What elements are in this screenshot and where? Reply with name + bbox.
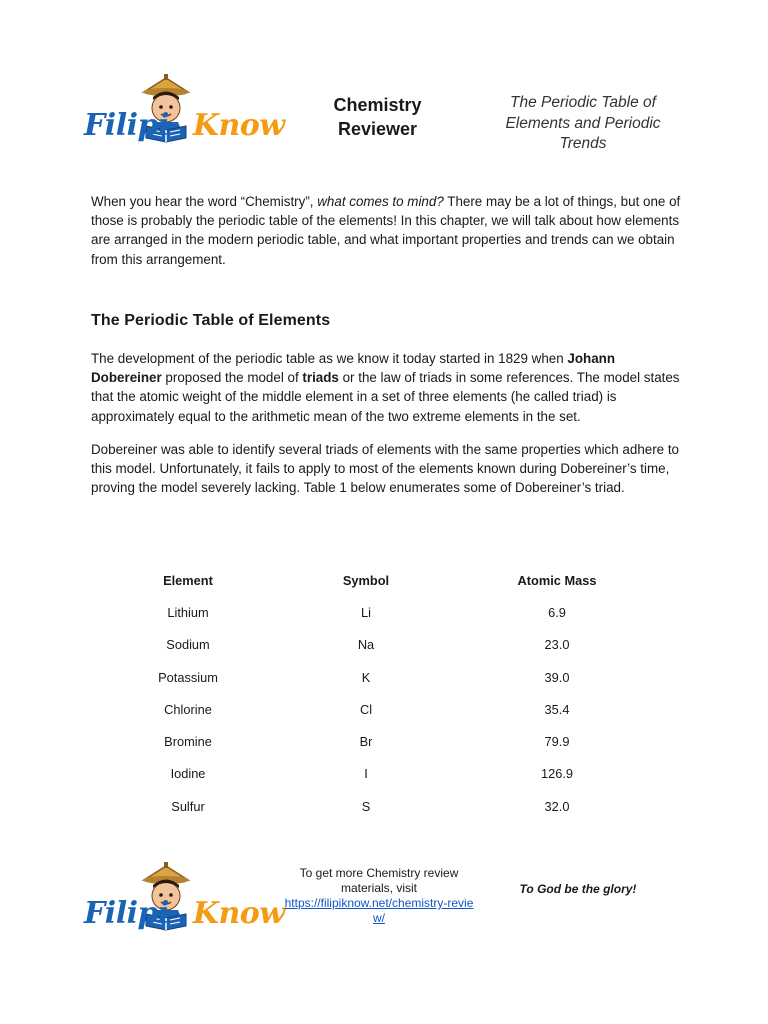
cell-symbol: Na — [357, 637, 375, 653]
table-row — [94, 790, 664, 822]
table-row — [94, 758, 664, 790]
table-row — [94, 693, 664, 725]
body-paragraph: Dobereiner was able to identify several triads of elements with the same properties which adhere to this model. Unfortunately, it fails to apply to most of the elements known during Dobereiner’s time, proving the model severely lacking. Table 1 below enumerates some of Dobereiner’s triad. — [91, 442, 680, 496]
chemistry-review-link[interactable]: https://filipiknow.net/chemistry-review/ — [284, 896, 474, 925]
intro-text: There may be a lot of things, but one of those is probably the periodic table of the elements! In this chapter, we will talk about how elements are arranged in the modern periodic table, and what important properties and trends can we obtain from this arrangement. — [91, 194, 681, 267]
body-paragraph — [91, 349, 686, 426]
filipiknow-logo — [82, 70, 285, 170]
footer-note — [283, 866, 475, 926]
subtitle-line: The Periodic Table of — [510, 94, 656, 111]
cell-element: Potassium — [158, 669, 218, 685]
cell-element: Chlorine — [164, 701, 212, 717]
logo-text-filipi: Filipi — [84, 108, 169, 143]
cell-symbol: I — [364, 766, 368, 782]
subtitle-line: Elements and Periodic — [505, 114, 661, 132]
footer-note-line: To get more Chemistry review — [299, 866, 459, 880]
intro-text: When you hear the word “Chemistry”, — [91, 194, 318, 209]
bold-term: Johann Dobereiner — [91, 351, 616, 386]
cell-element: Bromine — [164, 734, 212, 750]
section-heading: The Periodic Table of Elements — [91, 312, 331, 329]
cell-atomic-mass: 6.9 — [548, 604, 566, 620]
paragraph-text: The development of the periodic table as we know it today started in 1829 when — [91, 351, 568, 366]
logo-text-know: Know — [192, 896, 285, 931]
column-header: Symbol — [342, 572, 390, 588]
column-header: Atomic Mass — [517, 572, 597, 588]
intro-italic: what comes to mind? — [317, 194, 444, 209]
document-title — [300, 93, 455, 141]
cell-element: Iodine — [170, 766, 206, 782]
footer-motto: To God be the glory! — [519, 882, 637, 896]
cell-symbol: Li — [361, 604, 371, 620]
cell-atomic-mass: 79.9 — [544, 734, 570, 750]
cell-atomic-mass: 39.0 — [544, 669, 570, 685]
document-subtitle — [490, 93, 676, 155]
cell-atomic-mass: 32.0 — [544, 798, 570, 814]
cell-atomic-mass: 35.4 — [544, 701, 570, 717]
cell-element: Sulfur — [171, 798, 205, 814]
logo-text-filipi: Filipi — [84, 896, 169, 931]
cell-symbol: S — [361, 798, 371, 814]
cell-element: Sodium — [166, 637, 210, 653]
title-line: Chemistry — [333, 95, 422, 115]
cell-element: Lithium — [167, 604, 209, 620]
column-header: Element — [163, 572, 213, 588]
cell-symbol: Cl — [359, 701, 373, 717]
title-line: Reviewer — [337, 119, 418, 139]
table-row — [94, 725, 664, 757]
table-row — [94, 661, 664, 693]
paragraph-text: or the law of triads in some references. The model states that the atomic weight of the middle element in a set of three elements (he called triad) is approximately equal to the arithmetic mean of the two extreme elements in the set. — [91, 370, 680, 424]
filipiknow-logo — [82, 858, 285, 958]
table-header-row — [94, 564, 664, 596]
cell-symbol: K — [361, 669, 371, 685]
table-row — [94, 629, 664, 661]
cell-symbol: Br — [359, 734, 373, 750]
paragraph-text: proposed the model of — [161, 370, 303, 386]
table-row — [94, 596, 664, 628]
cell-atomic-mass: 126.9 — [540, 766, 574, 782]
triads-table — [94, 564, 664, 822]
logo-text-know: Know — [192, 108, 285, 143]
intro-paragraph — [91, 192, 686, 269]
cell-atomic-mass: 23.0 — [544, 637, 570, 653]
subtitle-line: Trends — [559, 135, 607, 152]
footer-note-line: materials, visit — [340, 881, 417, 895]
bold-term: triads — [302, 370, 339, 386]
